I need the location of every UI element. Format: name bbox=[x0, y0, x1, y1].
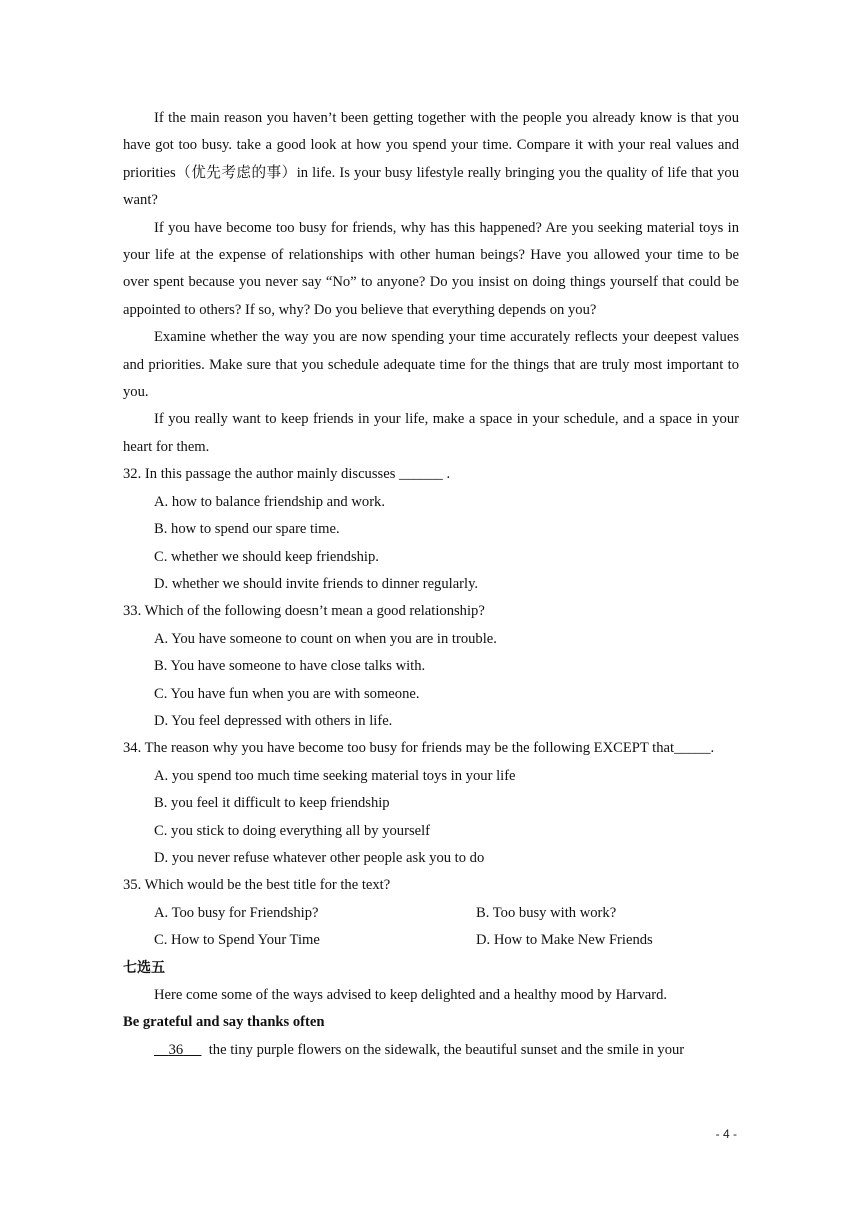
option-a: A. You have someone to count on when you are in trouble. bbox=[154, 630, 497, 647]
section-intro: Here come some of the ways advised to keep delighted and a healthy mood by Harvard. bbox=[154, 987, 668, 1003]
options-row-2 bbox=[123, 927, 739, 954]
blank-36-line bbox=[123, 1037, 739, 1064]
option-d: D. whether we should invite friends to dinner regularly. bbox=[154, 575, 479, 592]
option-a: A. how to balance friendship and work. bbox=[154, 493, 386, 510]
option-b: B. Too busy with work? bbox=[476, 904, 617, 921]
option-c: C. you stick to doing everything all by yourself bbox=[154, 822, 431, 839]
blank-36-text: the tiny purple flowers on the sidewalk, the beautiful sunset and the smile in your bbox=[208, 1041, 685, 1058]
question-32 bbox=[123, 461, 739, 598]
question-35 bbox=[123, 872, 739, 954]
question-stem: 34. The reason why you have become too busy for friends may be the following EXCEPT that_____. bbox=[123, 740, 715, 757]
option-b: B. how to spend our spare time. bbox=[154, 521, 340, 538]
page-number: - 4 - bbox=[715, 1127, 737, 1141]
option-c: C. You have fun when you are with someone. bbox=[154, 685, 420, 702]
option-a: A. you spend too much time seeking material toys in your life bbox=[154, 767, 516, 784]
option-a: A. Too busy for Friendship? bbox=[154, 904, 319, 921]
paragraph-2: If you have become too busy for friends, why has this happened? Are you seeking material toys in your life at the expense of relationships with other human beings? Have you allowed your time to be over spent because you never say “No” to anyone? Do you insist on doing things yourself that could be appointed to others? If so, why? Do you believe that everything depends on you? bbox=[123, 219, 739, 318]
section-title: 七选五 bbox=[123, 959, 165, 976]
option-b: B. you feel it difficult to keep friendship bbox=[154, 795, 390, 812]
blank-36 bbox=[154, 1042, 201, 1058]
question-stem: 35. Which would be the best title for the text? bbox=[123, 877, 391, 894]
option-c: C. How to Spend Your Time bbox=[154, 932, 320, 949]
paragraph-1: If the main reason you haven’t been getting together with the people you already know is that you have got too busy. take a good look at how you spend your time. Compare it with your real values and priorities（优先考虑的事）in life. Is your busy lifestyle really bringing you the quality of life that you want? bbox=[123, 110, 739, 209]
option-d: D. How to Make New Friends bbox=[476, 932, 653, 949]
options-row-1 bbox=[123, 900, 739, 927]
question-stem: 32. In this passage the author mainly discusses ______ . bbox=[123, 466, 451, 483]
document-page bbox=[123, 105, 739, 1064]
question-stem: 33. Which of the following doesn’t mean a good relationship? bbox=[123, 603, 485, 620]
paragraph-3: Examine whether the way you are now spending your time accurately reflects your deepest values and priorities. Make sure that you schedule adequate time for the things that are truly most important to you. bbox=[123, 329, 739, 401]
paragraph-4: If you really want to keep friends in your life, make a space in your schedule, and a space in your heart for them. bbox=[123, 411, 739, 455]
question-33 bbox=[123, 598, 739, 735]
option-d: D. You feel depressed with others in life. bbox=[154, 712, 393, 729]
option-b: B. You have someone to have close talks with. bbox=[154, 658, 426, 675]
blank-36-number: 36 bbox=[168, 1041, 184, 1058]
option-d: D. you never refuse whatever other people ask you to do bbox=[154, 849, 485, 866]
option-c: C. whether we should keep friendship. bbox=[154, 548, 379, 565]
question-34 bbox=[123, 735, 739, 872]
section-subheading: Be grateful and say thanks often bbox=[123, 1014, 325, 1031]
